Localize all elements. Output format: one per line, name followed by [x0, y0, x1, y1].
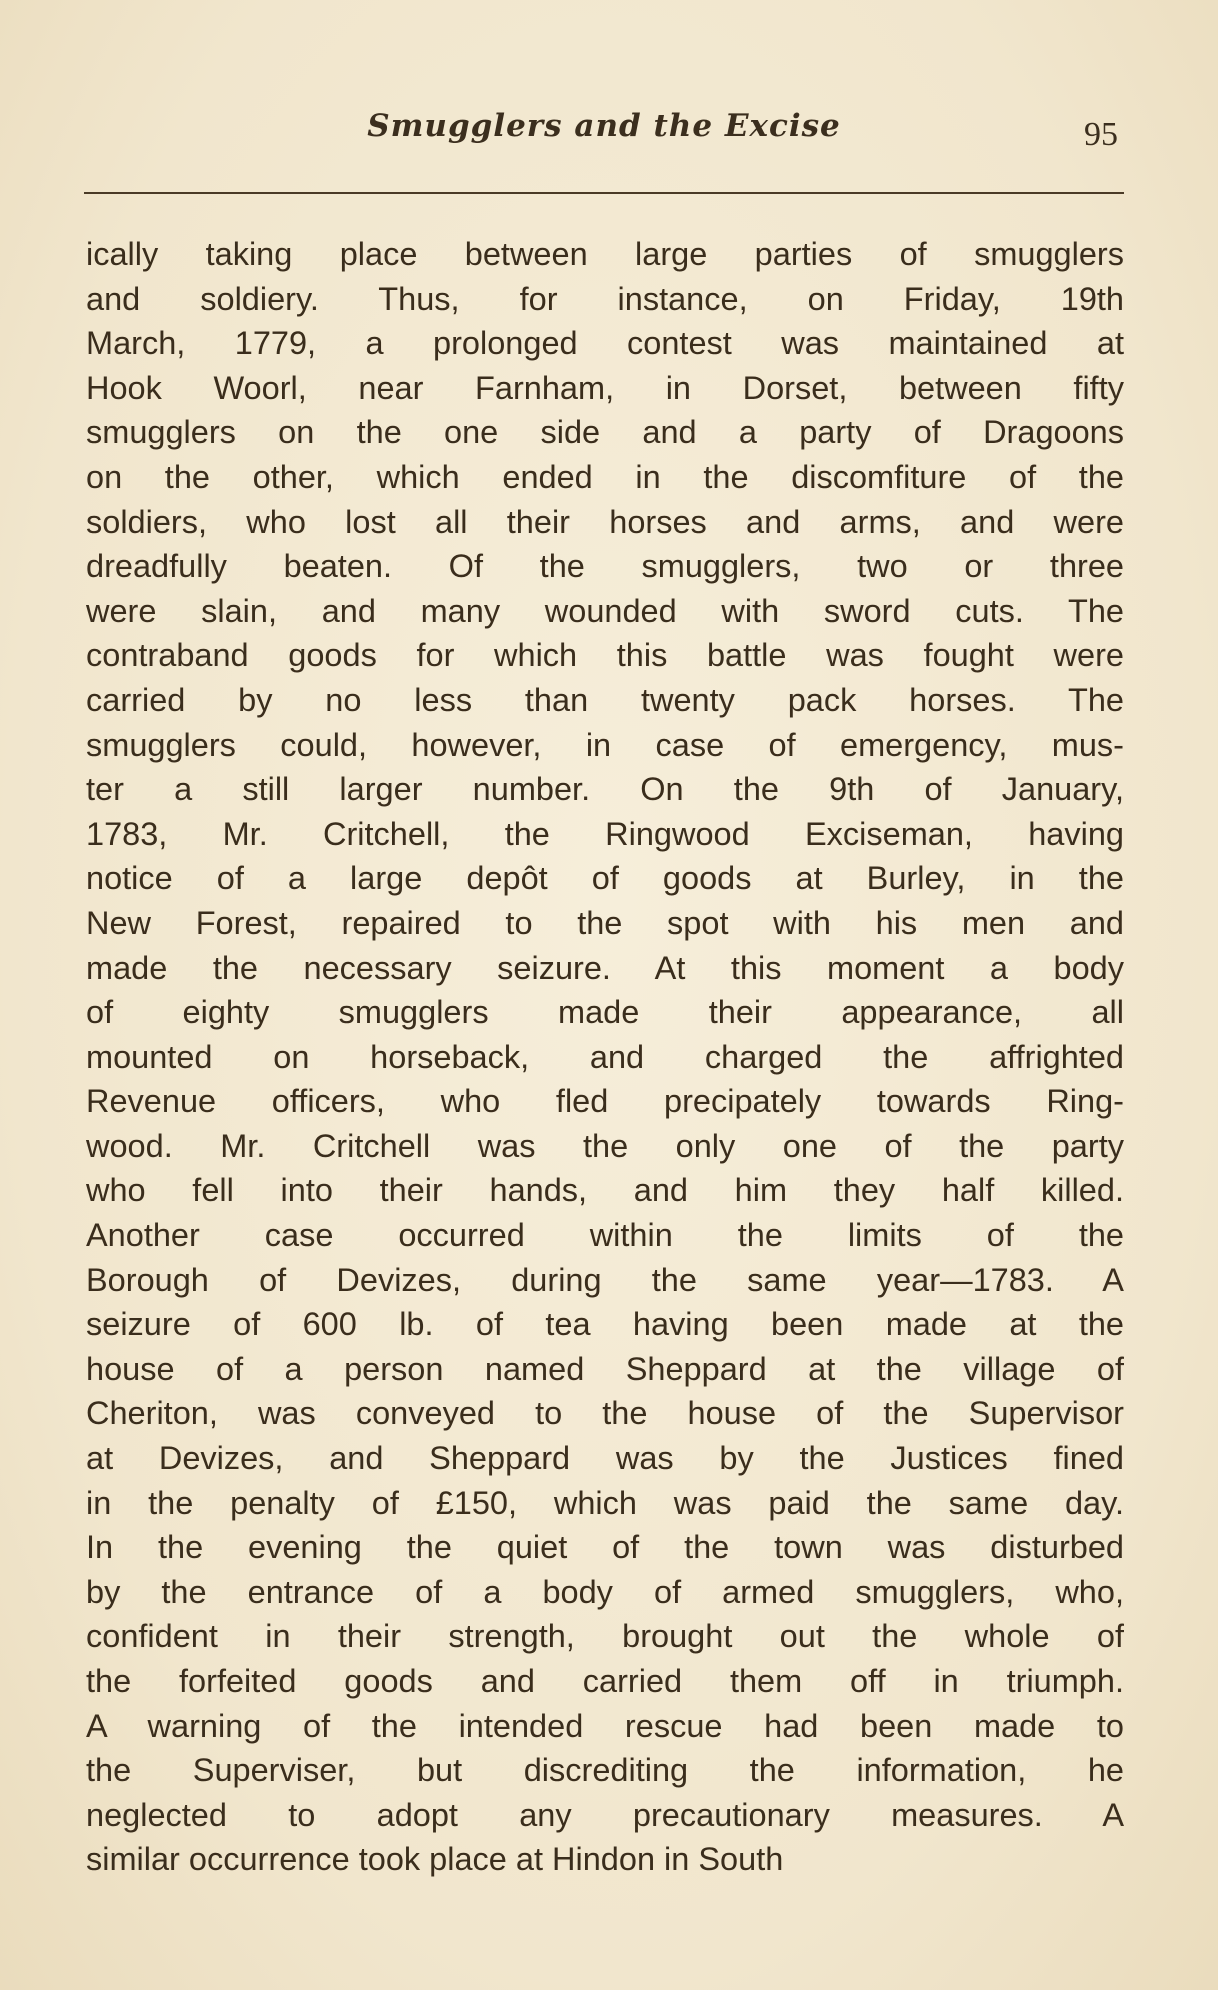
header-rule	[84, 192, 1124, 194]
text-line: A warning of the intended rescue had been made to	[86, 1707, 1124, 1744]
text-line: made the necessary seizure. At this moment a body	[86, 949, 1124, 986]
text-line: soldiers, who lost all their horses and arms, and were	[86, 503, 1124, 540]
text-line: of eighty smugglers made their appearance, all	[86, 994, 1124, 1031]
text-line: 1783, Mr. Critchell, the Ringwood Exciseman, having	[86, 815, 1124, 852]
text-line: New Forest, repaired to the spot with his men and	[86, 904, 1124, 941]
text-line: by the entrance of a body of armed smugglers, who,	[86, 1573, 1124, 1610]
text-line: the forfeited goods and carried them off in triumph.	[86, 1663, 1124, 1699]
text-line: confident in their strength, brought out the whole of	[86, 1618, 1124, 1655]
text-line: on the other, which ended in the discomfiture of the	[86, 458, 1124, 495]
text-line: Revenue officers, who fled precipately towards Ring-	[86, 1083, 1124, 1120]
page-header	[84, 108, 1124, 178]
page-number: 95	[1084, 116, 1118, 153]
body-text	[86, 232, 1124, 1882]
text-line: ically taking place between large parties of smugglers	[86, 236, 1124, 272]
text-line: and soldiery. Thus, for instance, on Friday, 19th	[86, 280, 1124, 317]
text-line: Cheriton, was conveyed to the house of the Supervisor	[86, 1395, 1124, 1432]
text-line: the Superviser, but discrediting the information, he	[86, 1752, 1124, 1789]
text-line: at Devizes, and Sheppard was by the Justices fined	[86, 1440, 1124, 1477]
text-line: who fell into their hands, and him they half killed.	[86, 1172, 1124, 1209]
text-line: wood. Mr. Critchell was the only one of the party	[86, 1127, 1124, 1164]
text-line: smugglers on the one side and a party of Dragoons	[86, 414, 1124, 451]
text-line: in the penalty of £150, which was paid the same day.	[86, 1484, 1124, 1521]
text-line: Another case occurred within the limits of the	[86, 1217, 1124, 1254]
text-line: dreadfully beaten. Of the smugglers, two or three	[86, 548, 1124, 585]
text-line: In the evening the quiet of the town was disturbed	[86, 1529, 1124, 1566]
text-line: contraband goods for which this battle was fought were	[86, 637, 1124, 674]
text-line: house of a person named Sheppard at the village of	[86, 1350, 1124, 1387]
text-line: carried by no less than twenty pack horses. The	[86, 681, 1124, 718]
text-line: were slain, and many wounded with sword cuts. The	[86, 592, 1124, 629]
text-line: Borough of Devizes, during the same year—1783. A	[86, 1261, 1124, 1298]
text-line: smugglers could, however, in case of emergency, mus-	[86, 726, 1124, 763]
text-line: similar occurrence took place at Hindon in South	[86, 1841, 784, 1878]
text-line: mounted on horseback, and charged the affrighted	[86, 1038, 1124, 1075]
text-line: seizure of 600 lb. of tea having been made at the	[86, 1306, 1124, 1343]
text-line: neglected to adopt any precautionary measures. A	[86, 1796, 1124, 1833]
text-line: notice of a large depôt of goods at Burley, in the	[86, 860, 1124, 897]
text-line: ter a still larger number. On the 9th of January,	[86, 771, 1124, 808]
text-line: Hook Woorl, near Farnham, in Dorset, between fifty	[86, 369, 1124, 406]
running-head: Smugglers and the Excise	[367, 108, 841, 144]
text-line: March, 1779, a prolonged contest was maintained at	[86, 325, 1124, 362]
